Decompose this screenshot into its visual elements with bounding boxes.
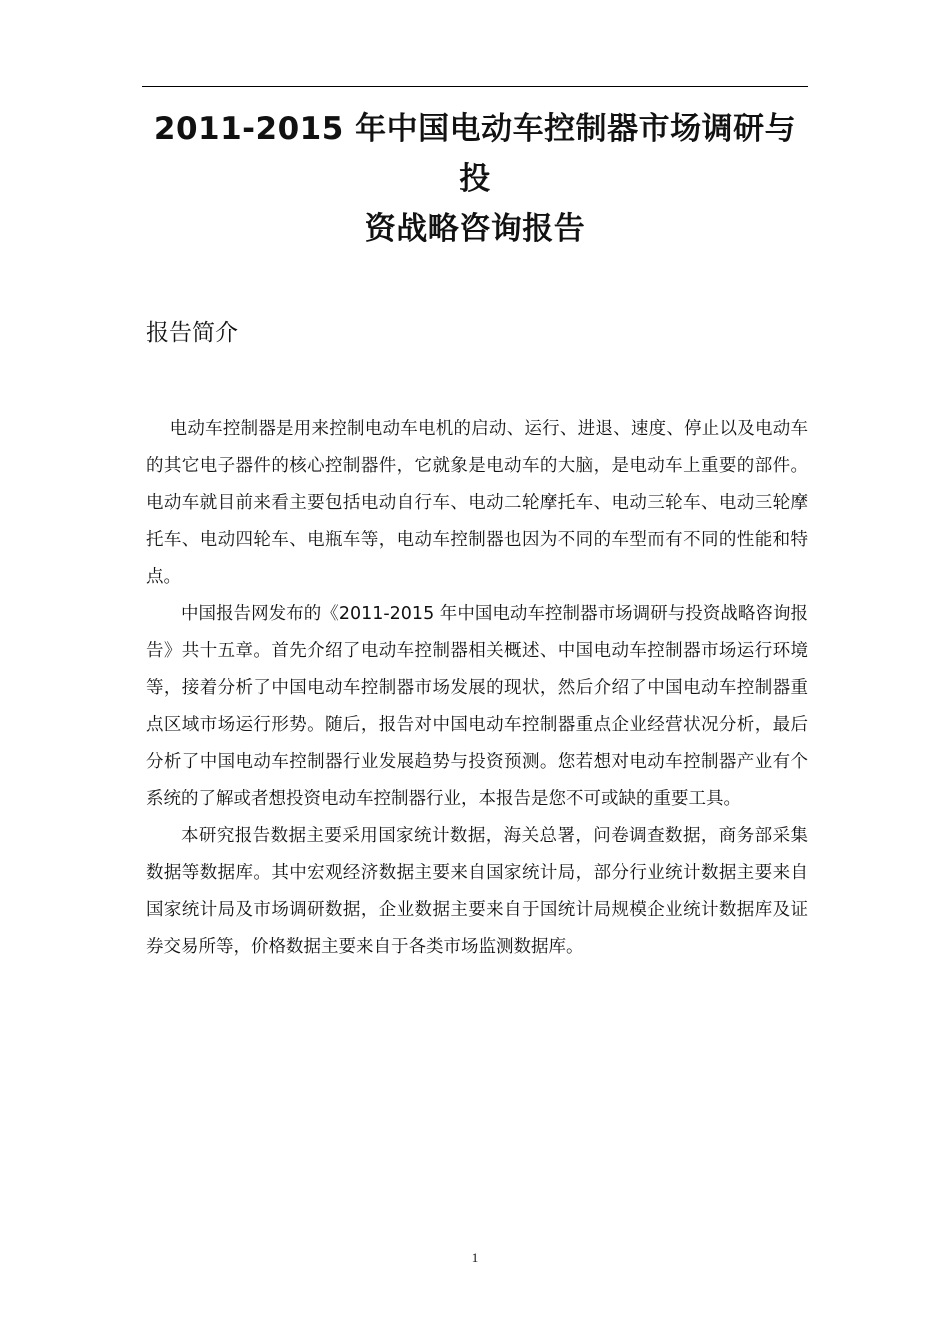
paragraph-data-sources: 本研究报告数据主要采用国家统计数据，海关总署，问卷调查数据，商务部采集数据等数据库。其中宏观经济数据主要来自国家统计局，部分行业统计数据主要来自国家统计局及市场调研数据，企业数据主要来自于国统计局规模企业统计数据库及证券交易所等，价格数据主要来自于各类市场监测数据库。 xyxy=(146,826,808,957)
title-year: 2011-2015 xyxy=(153,111,344,147)
section-heading: 报告简介 xyxy=(146,320,238,346)
report-body xyxy=(146,411,808,966)
page-number: 1 xyxy=(471,1250,479,1265)
paragraph-report-overview: 中国报告网发布的《2011-2015 年中国电动车控制器市场调研与投资战略咨询报告》共十五章。首先介绍了电动车控制器相关概述、中国电动车控制器市场运行环境等，接着分析了中国电动车控制器市场发展的现状，然后介绍了中国电动车控制器重点区域市场运行形势。随后，报告对中国电动车控制器重点企业经营状况分析，最后分析了中国电动车控制器行业发展趋势与投资预测。您若想对电动车控制器产业有个系统的了解或者想投资电动车控制器行业，本报告是您不可或缺的重要工具。 xyxy=(146,604,808,809)
document-title xyxy=(142,104,808,254)
title-line1-text: 年中国电动车控制器市场调研与投 xyxy=(343,111,797,197)
paragraph-intro: 电动车控制器是用来控制电动车电机的启动、运行、进退、速度、停止以及电动车的其它电子器件的核心控制器件，它就象是电动车的大脑，是电动车上重要的部件。电动车就目前来看主要包括电动自行车、电动二轮摩托车、电动三轮车、电动三轮摩托车、电动四轮车、电瓶车等，电动车控制器也因为不同的车型而有不同的性能和特点。 xyxy=(146,419,808,587)
title-line2-text: 资战略咨询报告 xyxy=(364,211,586,247)
top-rule-divider xyxy=(142,86,808,87)
